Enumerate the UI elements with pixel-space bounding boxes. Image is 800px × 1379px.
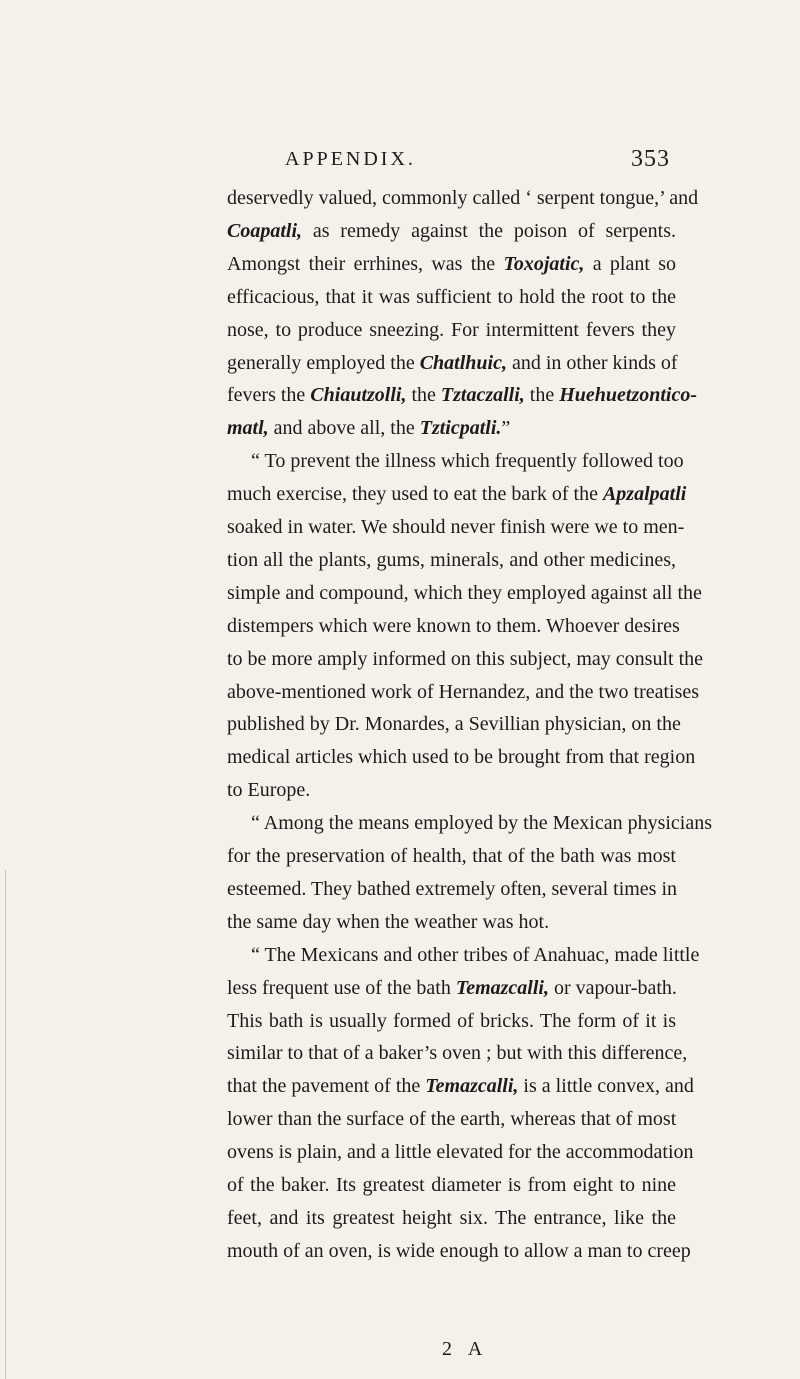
- text-line: to Europe.: [227, 779, 311, 802]
- italic-term: Chatlhuic,: [419, 351, 507, 374]
- italic-term: Huehuetzontico-: [559, 384, 698, 407]
- signature-mark: 2 A: [442, 1338, 489, 1360]
- text-line: distempers which were known to them. Whoever desires: [227, 614, 680, 637]
- italic-term: Apzalpatli: [602, 483, 687, 506]
- text-line: Coapatli, as remedy against the poison of serpents.: [227, 219, 676, 242]
- text-line: matl, and above all, the Tzticpatli.”: [227, 417, 511, 440]
- italic-term: Chiautzolli,: [310, 384, 407, 407]
- text-line: Amongst their errhines, was the Toxojatic, a plant so: [227, 252, 676, 275]
- text-line: soaked in water. We should never finish were we to men-: [227, 516, 685, 538]
- text-line: lower than the surface of the earth, whereas that of most: [227, 1108, 677, 1131]
- text-line: similar to that of a baker’s oven ; but with this difference,: [227, 1042, 688, 1065]
- text-line: esteemed. They bathed extremely often, several times in: [227, 877, 678, 900]
- page-number: 353: [631, 146, 670, 172]
- text-line: efficacious, that it was sufficient to hold the root to the: [227, 285, 676, 308]
- text-line: above-mentioned work of Hernandez, and the two treatises: [227, 680, 700, 703]
- italic-term: Tzticpatli.: [419, 417, 502, 440]
- text-line: that the pavement of the Temazcalli, is a little convex, and: [227, 1075, 694, 1098]
- text-line: nose, to produce sneezing. For intermittent fevers they: [227, 318, 676, 341]
- italic-term: Toxojatic,: [503, 252, 585, 275]
- italic-term: Temazcalli,: [455, 976, 549, 999]
- text-line: deservedly valued, commonly called ‘ serpent tongue,’ and: [227, 187, 699, 209]
- italic-term: Tztaczalli,: [440, 384, 525, 407]
- text-line: “ To prevent the illness which frequently followed too: [251, 450, 684, 473]
- margin-rule: [5, 870, 6, 1379]
- italic-term: Temazcalli,: [425, 1075, 519, 1098]
- text-line: much exercise, they used to eat the bark of the Apzalpatli: [227, 483, 687, 506]
- text-line: This bath is usually formed of bricks. The form of it is: [227, 1009, 676, 1032]
- text-line: tion all the plants, gums, minerals, and other medicines,: [227, 548, 676, 571]
- text-line: fevers the Chiautzolli, the Tztaczalli, the Huehuetzontico-: [227, 384, 698, 407]
- text-line: published by Dr. Monardes, a Sevillian physician, on the: [227, 713, 681, 736]
- text-line: to be more amply informed on this subject, may consult the: [227, 647, 704, 670]
- text-line: the same day when the weather was hot.: [227, 910, 550, 933]
- text-line: simple and compound, which they employed against all the: [227, 581, 702, 604]
- page-header: [220, 148, 670, 178]
- text-line: ovens is plain, and a little elevated for the accommodation: [227, 1141, 694, 1164]
- text-line: medical articles which used to be brought from that region: [227, 746, 696, 769]
- italic-term: Coapatli,: [227, 219, 303, 242]
- italic-term: matl,: [227, 417, 269, 440]
- text-line: mouth of an oven, is wide enough to allow a man to creep: [227, 1239, 691, 1262]
- text-line: “ Among the means employed by the Mexican physicians: [251, 812, 713, 835]
- running-head: APPENDIX.: [285, 148, 416, 170]
- text-line: generally employed the Chatlhuic, and in other kinds of: [227, 351, 678, 374]
- text-line: for the preservation of health, that of the bath was most: [227, 845, 676, 867]
- text-line: “ The Mexicans and other tribes of Anahuac, made little: [251, 943, 700, 966]
- text-line: less frequent use of the bath Temazcalli, or vapour-bath.: [227, 976, 677, 999]
- text-line: of the baker. Its greatest diameter is from eight to nine: [227, 1174, 676, 1196]
- text-line: feet, and its greatest height six. The entrance, like the: [227, 1206, 676, 1229]
